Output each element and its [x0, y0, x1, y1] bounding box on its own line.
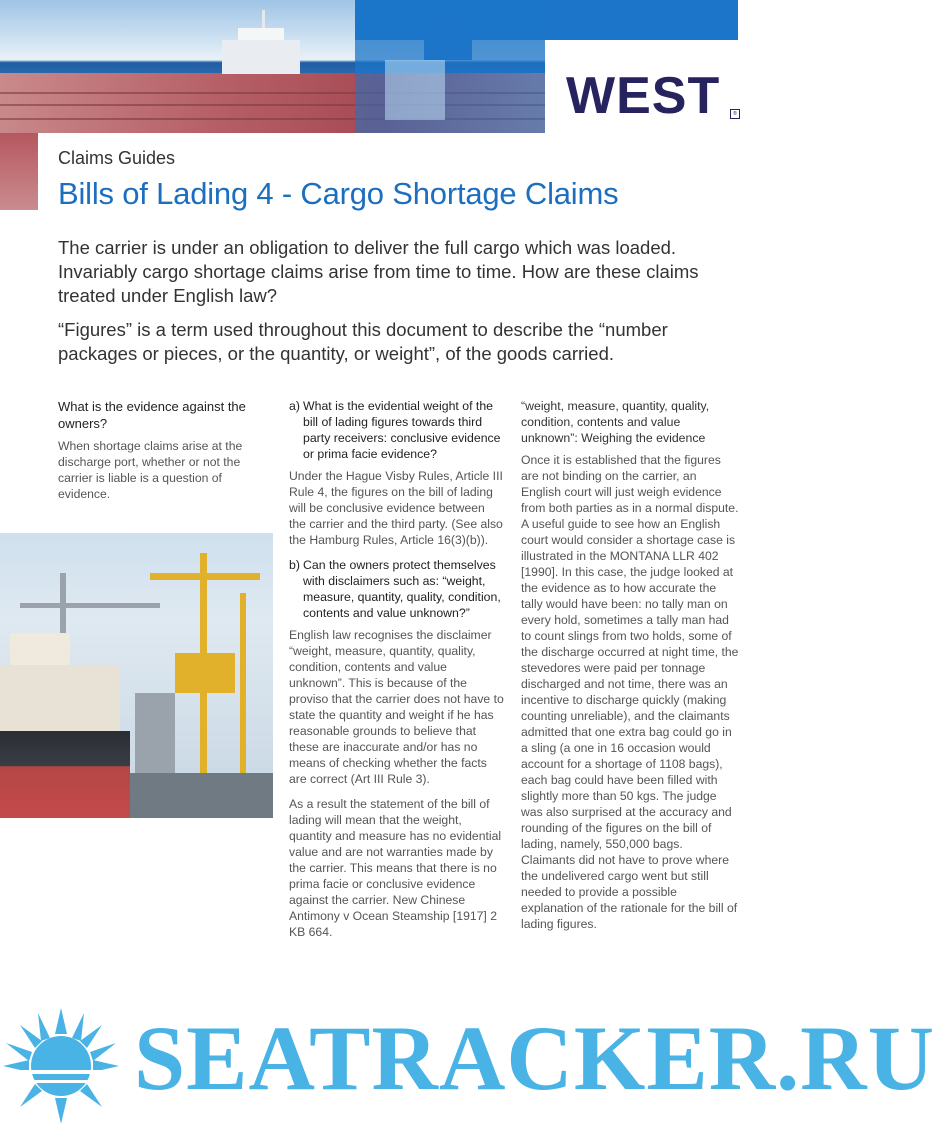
column-3 — [521, 398, 739, 941]
question-b: b) Can the owners protect themselves with disclaimers such as: “weight, measure, quantity, quality, condition, contents and value unknown?” — [289, 558, 501, 620]
intro-paragraph-1: The carrier is under an obligation to deliver the full cargo which was loaded. Invariably cargo shortage claims arise from time to time. How are these claims treated under English law? — [58, 237, 699, 306]
trademark-mark: ® — [730, 109, 740, 119]
col3-heading: “weight, measure, quantity, quality, condition, contents and value unknown”: Weighing the evidence — [521, 399, 710, 445]
sun-logo-icon — [0, 1006, 122, 1118]
west-logo: WEST — [566, 67, 721, 125]
col1-paragraph: When shortage claims arise at the discharge port, whether or not the carrier is liable is a question of evidence. — [58, 439, 243, 501]
column-2 — [289, 398, 504, 949]
brand-square-pale — [385, 60, 445, 120]
col2-paragraph-1: Under the Hague Visby Rules, Article III Rule 4, the figures on the bill of lading will be conclusive evidence between the carrier and the third party. (See also the Hamburg Rules, Article 16(3)(b)). — [289, 469, 503, 547]
port-cranes-photo — [0, 533, 273, 818]
col2-paragraph-3: As a result the statement of the bill of lading will mean that the weight, quantity and measure has no evidential value and are not warranties made by the carrier. This means that there is no prima facie or conclusive evidence against the carrier. New Chinese Antimony v Ocean Steamship [1917] 2 KB 664. — [289, 797, 502, 939]
col2-paragraph-2: English law recognises the disclaimer “weight, measure, quantity, quality, condition, contents and value unknown”. This is because of the proviso that the carrier does not have to state the quantity and weight if he has reasonable grounds to believe that these are inaccurate and/or has no means of checking whether the facts are correct (Art III Rule 3). — [289, 628, 504, 786]
watermark-text: SEATRACKER.RU — [134, 1007, 935, 1109]
col3-paragraph: Once it is established that the figures are not binding on the carrier, an English court will just weigh evidence from both parties as in a normal dispute. A useful guide to see how an English court would consider a shortage case is illustrated in the MONTANA LLR 402 [1990]. In this case, the judge looked at the evidence as to how accurate the tally would have been: no tally man on every hold, sometimes a tally man had to count slings from two holds, some of the discharge occurred at night time, the stevedores were paid per tonnage discharged and not time, there was an incentive to discharge quickly (making counting unreliable), and the claimants admitted that one extra bag could go in a sling (a one in 16 occasion would account for a shortage of 1108 bags), each bag could have been filled with slightly more than 50 kgs. The judge was also surprised at the accuracy and rounding of the figures on the bill of lading, namely, 550,000 bags. Claimants did not have to prove where the undelivered cargo went but still needed to provide a possible explanation of the rationale for the bill of lading figures. — [521, 453, 739, 931]
brand-square — [424, 12, 472, 60]
section-kicker: Claims Guides — [58, 148, 176, 168]
col1-heading: What is the evidence against the owners? — [58, 399, 246, 431]
column-1 — [58, 398, 258, 511]
question-a: a) What is the evidential weight of the bill of lading figures towards third party receivers: conclusive evidence or prima facie evidence? — [289, 399, 501, 461]
header-photo-strip — [0, 133, 38, 210]
intro-paragraph-2: “Figures” is a term used throughout this document to describe the “number packages or pieces, or the quantity, or weight”, of the goods carried. — [58, 319, 668, 364]
page-title: Bills of Lading 4 - Cargo Shortage Claims — [58, 176, 619, 211]
